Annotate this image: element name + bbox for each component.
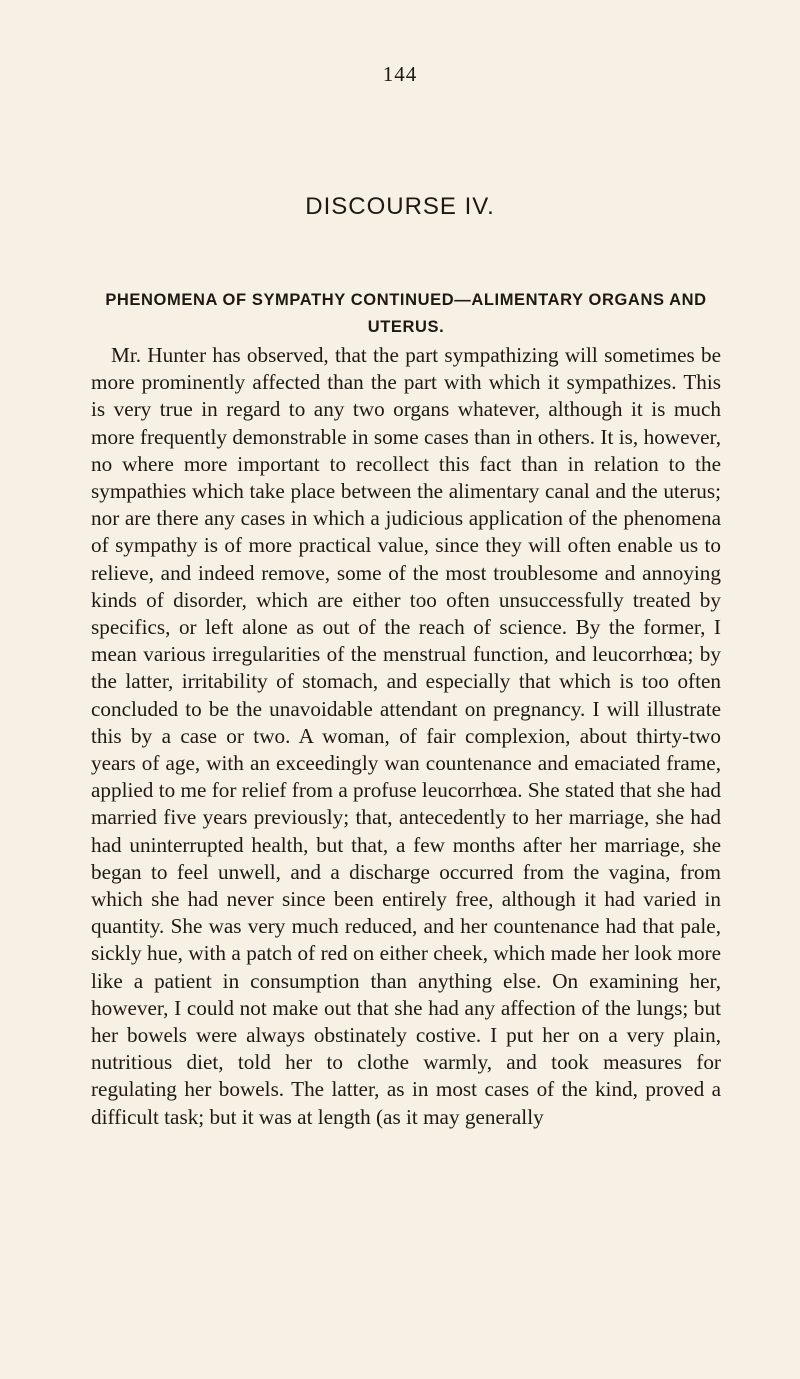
chapter-subtitle: PHENOMENA OF SYMPATHY CONTINUED—ALIMENTARY ORGANS AND UTERUS.	[105, 291, 707, 336]
page-number: 144	[382, 62, 418, 86]
chapter-title: DISCOURSE IV.	[305, 193, 495, 220]
body-paragraph: Mr. Hunter has observed, that the part sympathizing will sometimes be more prominently affected than the part with which it sympathizes. This is very true in regard to any two organs whatever, although it is much more frequently demonstrable in some cases than in others. It is, however, no where more important to recollect this fact than in relation to the sympathies which take place between the alimentary canal and the uterus; nor are there any cases in which a judicious application of the phenomena of sympathy is of more practical value, since they will often enable us to relieve, and indeed remove, some of the most troublesome and annoying kinds of disorder, which are either too often unsuccessfully treated by specifics, or left alone as out of the reach of science. By the former, I mean various irregularities of the menstrual function, and leucorrhœa; by the latter, irritability of stomach, and especially that which is too often concluded to be the unavoidable attendant on pregnancy. I will illustrate this by a case or two. A woman, of fair complexion, about thirty-two years of age, with an exceedingly wan countenance and emaciated frame, applied to me for relief from a profuse leucorrhœa. She stated that she had married five years previously; that, antecedently to her marriage, she had had uninterrupted health, but that, a few months after her marriage, she began to feel unwell, and a discharge occurred from the vagina, from which she had never since been entirely free, although it had varied in quantity. She was very much reduced, and her countenance had that pale, sickly hue, with a patch of red on either cheek, which made her look more like a patient in consumption than anything else. On examining her, however, I could not make out that she had any affection of the lungs; but her bowels were always obstinately costive. I put her on a very plain, nutritious diet, told her to clothe warmly, and took measures for regulating her bowels. The latter, as in most cases of the kind, proved a difficult task; but it was at length (as it may generally	[91, 343, 721, 1129]
